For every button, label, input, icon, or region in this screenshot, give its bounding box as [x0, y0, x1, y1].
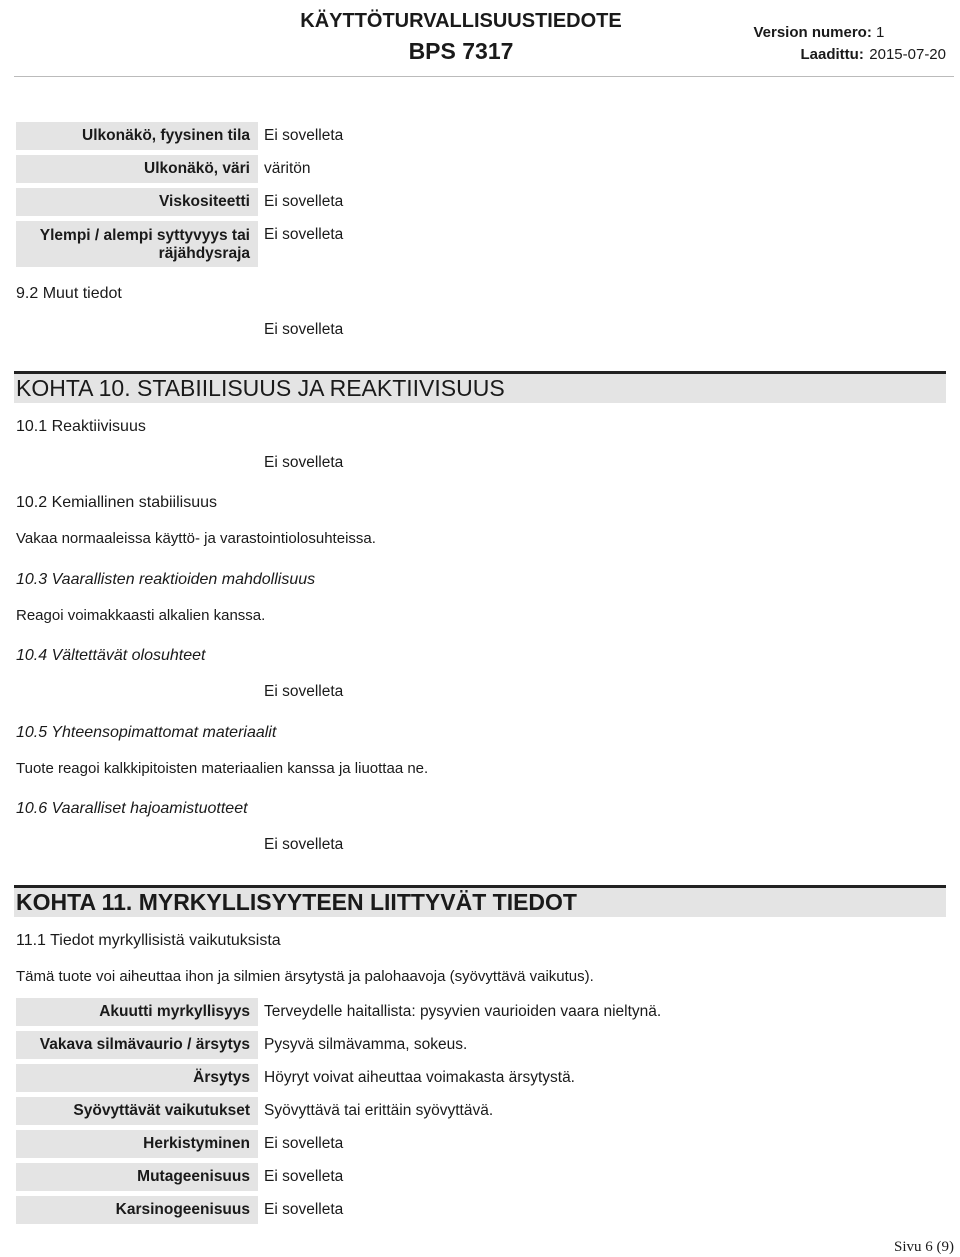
toxicity-value: Ei sovelleta: [264, 1201, 344, 1218]
version-label: Version numero:: [753, 24, 872, 41]
date-row: [801, 46, 947, 63]
property-value: Ei sovelleta: [264, 127, 344, 144]
subsection-value: Ei sovelleta: [264, 454, 344, 471]
subsection-title: 10.5 Yhteensopimattomat materiaalit: [16, 724, 277, 741]
property-value: väritön: [264, 160, 311, 177]
property-label: Ulkonäkö, fyysinen tila: [16, 122, 258, 150]
section-heading: KOHTA 10. STABIILISUUS JA REAKTIIVISUUS: [14, 371, 946, 403]
section-heading: KOHTA 11. MYRKYLLISYYTEEN LIITTYVÄT TIEDOT: [14, 885, 946, 917]
toxicity-label: Syövyttävät vaikutukset: [16, 1097, 258, 1125]
property-label: Ulkonäkö, väri: [16, 155, 258, 183]
toxicity-label: Karsinogeenisuus: [16, 1196, 258, 1224]
product-code: BPS 7317: [408, 38, 514, 64]
toxicity-value: Ei sovelleta: [264, 1168, 344, 1185]
toxicity-value: Ei sovelleta: [264, 1135, 344, 1152]
toxicity-value: Höyryt voivat aiheuttaa voimakasta ärsytystä.: [264, 1069, 575, 1086]
subsection-text: Vakaa normaaleissa käyttö- ja varastointiolosuhteissa.: [16, 530, 376, 547]
document-title: KÄYTTÖTURVALLISUUSTIEDOTE: [300, 10, 622, 32]
subsection-title: 10.6 Vaaralliset hajoamistuotteet: [16, 800, 248, 817]
date-label: Laadittu:: [800, 46, 864, 63]
toxicity-label: Vakava silmävaurio / ärsytys: [16, 1031, 258, 1059]
toxicity-value: Terveydelle haitallista: pysyvien vaurioiden vaara nieltynä.: [264, 1003, 662, 1020]
toxicity-label: Akuutti myrkyllisyys: [16, 998, 258, 1026]
subsection-title: 10.2 Kemiallinen stabiilisuus: [16, 494, 217, 511]
date-value: 2015-07-20: [869, 46, 946, 63]
toxicity-value: Syövyttävä tai erittäin syövyttävä.: [264, 1102, 494, 1119]
subsection-title: 10.3 Vaarallisten reaktioiden mahdollisuus: [16, 571, 316, 588]
subsection-text: Tämä tuote voi aiheuttaa ihon ja silmien ärsytystä ja palohaavoja (syövyttävä vaikutus).: [16, 968, 594, 985]
subsection-value: Ei sovelleta: [264, 321, 344, 338]
toxicity-label: Herkistyminen: [16, 1130, 258, 1158]
subsection-value: Ei sovelleta: [264, 683, 344, 700]
subsection-text: Tuote reagoi kalkkipitoisten materiaalien kanssa ja liuottaa ne.: [16, 760, 429, 777]
toxicity-label: Ärsytys: [16, 1064, 258, 1092]
property-label: Ylempi / alempi syttyvyys tai räjähdysraja: [16, 221, 258, 267]
subsection-title: 10.4 Vältettävät olosuhteet: [16, 647, 206, 664]
subsection-value: Ei sovelleta: [264, 836, 344, 853]
subsection-title: 9.2 Muut tiedot: [16, 285, 122, 302]
subsection-title: 10.1 Reaktiivisuus: [16, 418, 146, 435]
property-value: Ei sovelleta: [264, 226, 344, 243]
property-value: Ei sovelleta: [264, 193, 344, 210]
toxicity-label: Mutageenisuus: [16, 1163, 258, 1191]
page-number: Sivu 6 (9): [894, 1239, 954, 1255]
subsection-text: Reagoi voimakkaasti alkalien kanssa.: [16, 607, 266, 624]
property-label: Viskositeetti: [16, 188, 258, 216]
header-divider: [14, 76, 954, 77]
version-row: [753, 24, 946, 41]
subsection-title: 11.1 Tiedot myrkyllisistä vaikutuksista: [16, 932, 281, 949]
version-value: 1: [876, 24, 885, 41]
toxicity-value: Pysyvä silmävamma, sokeus.: [264, 1036, 468, 1053]
